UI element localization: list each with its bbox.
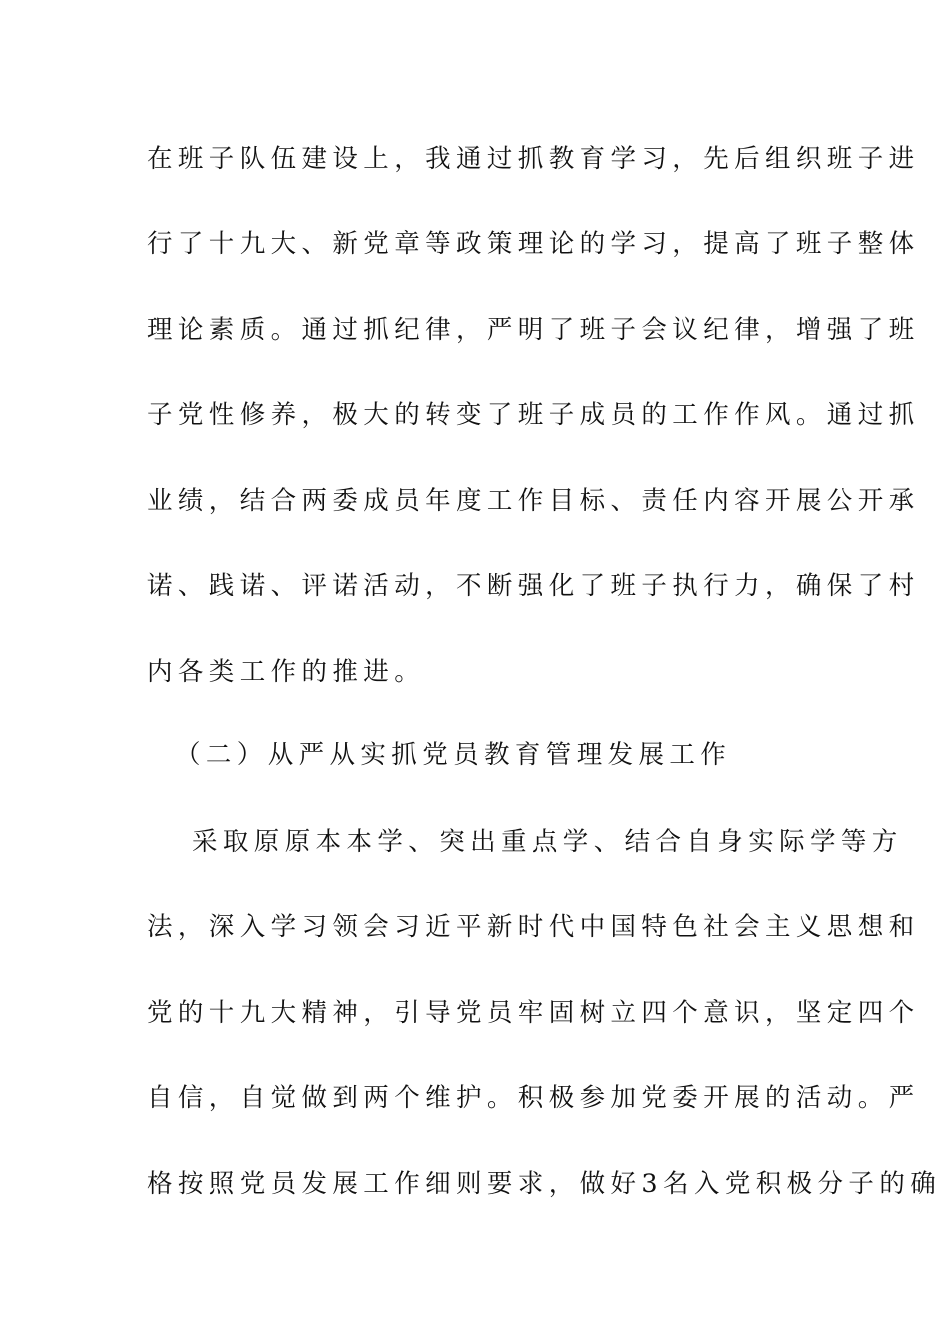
paragraph-line: 格按照党员发展工作细则要求，做好3名入党积极分子的确 [147, 1169, 942, 1199]
paragraph-line: 采取原原本本学、突出重点学、结合自身实际学等方 [192, 827, 903, 857]
paragraph-line: 诺、践诺、评诺活动，不断强化了班子执行力，确保了村 [147, 571, 920, 601]
paragraph-line: 法，深入学习领会习近平新时代中国特色社会主义思想和 [147, 912, 920, 942]
section-heading: （二）从严从实抓党员教育管理发展工作 [175, 740, 732, 770]
paragraph-line: 党的十九大精神，引导党员牢固树立四个意识，坚定四个 [147, 998, 920, 1028]
paragraph-line: 行了十九大、新党章等政策理论的学习，提高了班子整体 [147, 229, 920, 259]
paragraph-line: 自信，自觉做到两个维护。积极参加党委开展的活动。严 [147, 1083, 920, 1113]
paragraph-line: 业绩，结合两委成员年度工作目标、责任内容开展公开承 [147, 486, 920, 516]
paragraph-line: 理论素质。通过抓纪律，严明了班子会议纪律，增强了班 [147, 315, 920, 345]
paragraph-line: 子党性修养，极大的转变了班子成员的工作作风。通过抓 [147, 400, 920, 430]
paragraph-line: 在班子队伍建设上，我通过抓教育学习，先后组织班子进 [147, 144, 920, 174]
paragraph-line: 内各类工作的推进。 [147, 657, 426, 687]
